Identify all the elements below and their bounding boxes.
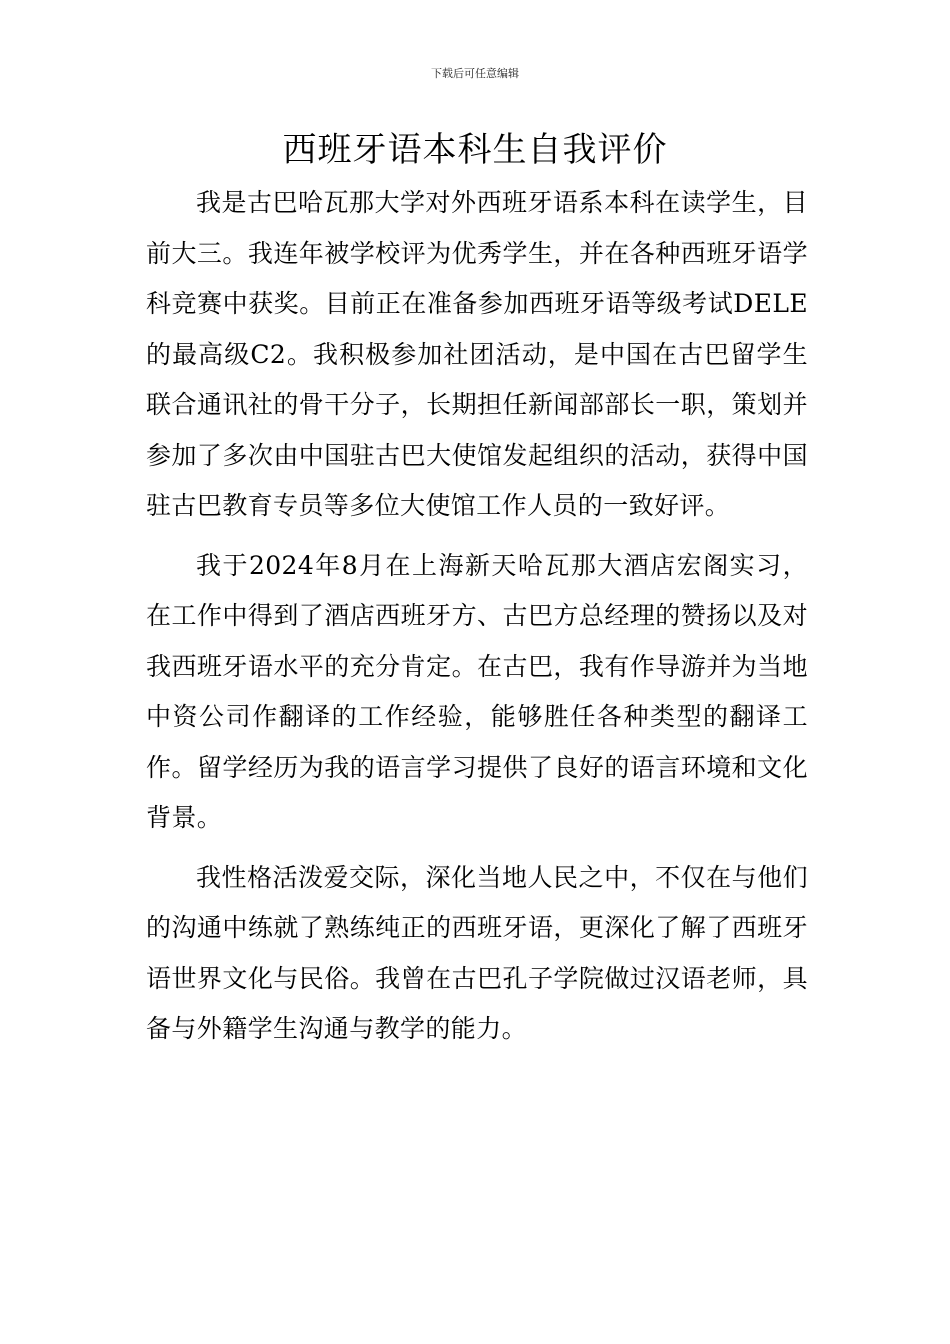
document-title: 西班牙语本科生自我评价: [282, 130, 668, 170]
paragraph-internship: 我于2024年8月在上海新天哈瓦那大酒店宏阁实习，在工作中得到了酒店西班牙方、古巴方总经理的赞扬以及对我西班牙语水平的充分肯定。在古巴，我有作导游并为当地中资公司作翻译的工作经验，能够胜任各种类型的翻译工作。留学经历为我的语言学习提供了良好的语言环境和文化背景。: [146, 550, 808, 832]
paragraph-personality: 我性格活泼爱交际，深化当地人民之中，不仅在与他们的沟通中练就了熟练纯正的西班牙语，更深化了解了西班牙语世界文化与民俗。我曾在古巴孔子学院做过汉语老师，具备与外籍学生沟通与教学的能力。: [146, 862, 808, 1043]
header-note: 下载后可任意编辑: [431, 67, 519, 80]
paragraph-education: 我是古巴哈瓦那大学对外西班牙语系本科在读学生，目前大三。我连年被学校评为优秀学生，并在各种西班牙语学科竞赛中获奖。目前正在准备参加西班牙语等级考试DELE的最高级C2。我积极参加社团活动，是中国在古巴留学生联合通讯社的骨干分子，长期担任新闻部部长一职，策划并参加了多次由中国驻古巴大使馆发起组织的活动，获得中国驻古巴教育专员等多位大使馆工作人员的一致好评。: [146, 188, 808, 520]
document-body: [146, 178, 808, 1064]
